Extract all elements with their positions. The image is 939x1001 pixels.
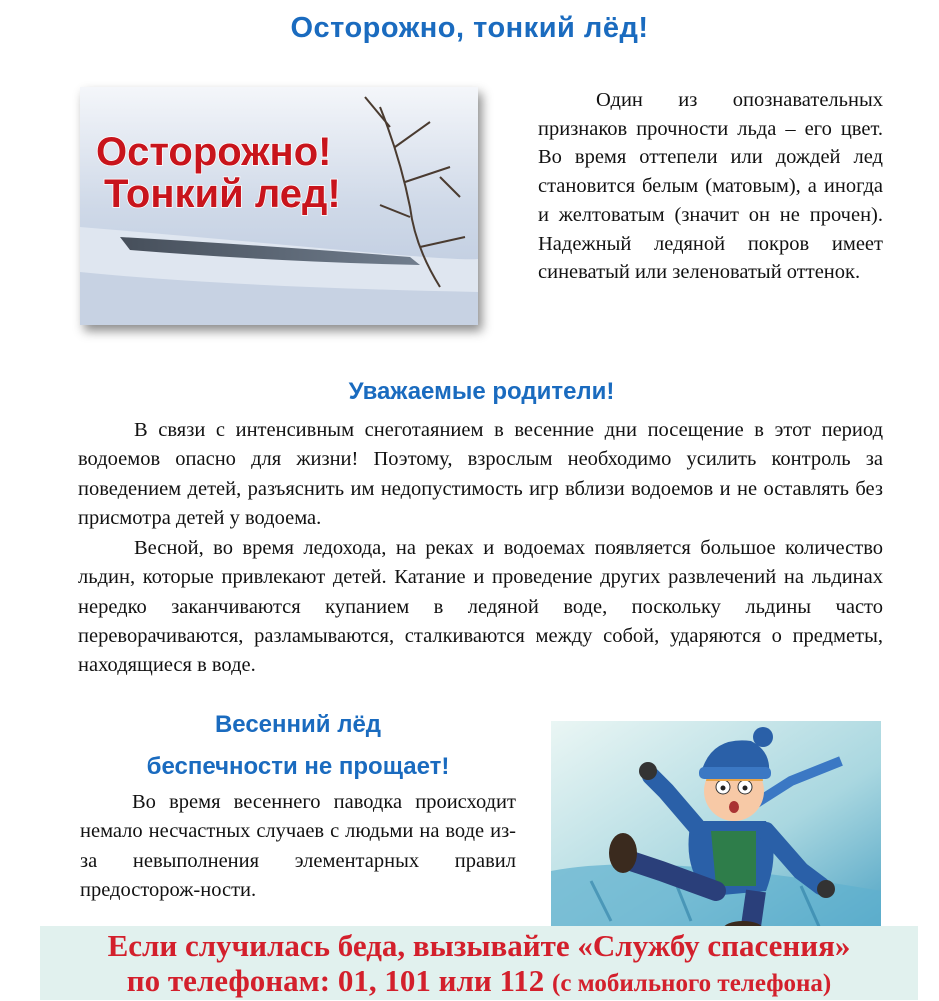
parents-paragraph-1: В связи с интенсивным снеготаянием в весенние дни посещение в этот период водоемов опасно для жизни! Поэтому, взрослым необходимо усилить контроль за поведением детей, разъяснить им недопустимость игр вблизи водоемов и не оставлять без присмотра детей у водоема. [78,419,883,529]
boot-icon [609,833,637,873]
emergency-banner [40,926,918,1000]
banner-line-2 [40,964,918,1001]
glove-icon [639,762,657,780]
banner-phone-numbers: по телефонам: 01, 101 или 112 [126,963,545,998]
warning-line-1: Осторожно! [96,130,332,174]
page-title: Осторожно, тонкий лёд! [290,12,649,44]
spring-heading-line-2: беспечности не прощает! [146,753,450,780]
hat-pompom-icon [753,727,773,747]
parents-paragraph-2: Весной, во время ледохода, на реках и водоемах появляется большое количество льдин, которые привлекают детей. Катание и проведение других развлечений на льдинах нередко заканчиваются купанием в ледяной воде, поскольку льдины часто переворачиваются, разламываются, сталкиваются между собой, ударяются о предметы, находящиеся в воде. [78,537,883,677]
spring-heading-line-1: Весенний лёд [214,711,382,738]
spring-paragraph: Во время весеннего паводка происходит немало несчастных случаев с людьми на воде из-за невыполнения элементарных правил предосторож-ности. [80,791,516,901]
banner-mobile-note: (с мобильного телефона) [552,970,832,997]
child-slipping-illustration [551,721,881,933]
thin-ice-warning-image [80,87,478,325]
parents-heading: Уважаемые родители! [348,378,615,405]
warning-line-2: Тонкий лед! [104,172,341,216]
banner-line-1: Если случилась беда, вызывайте «Службу спасения» [107,928,851,963]
intro-paragraph: Один из опознавательных признаков прочности льда – его цвет. Во время оттепели или дождей лед становится белым (матовым), а иногда и желтоватым (значит он не прочен). Надежный ледяной покров имеет синеватый или зеленоватый оттенок. [538,89,883,284]
